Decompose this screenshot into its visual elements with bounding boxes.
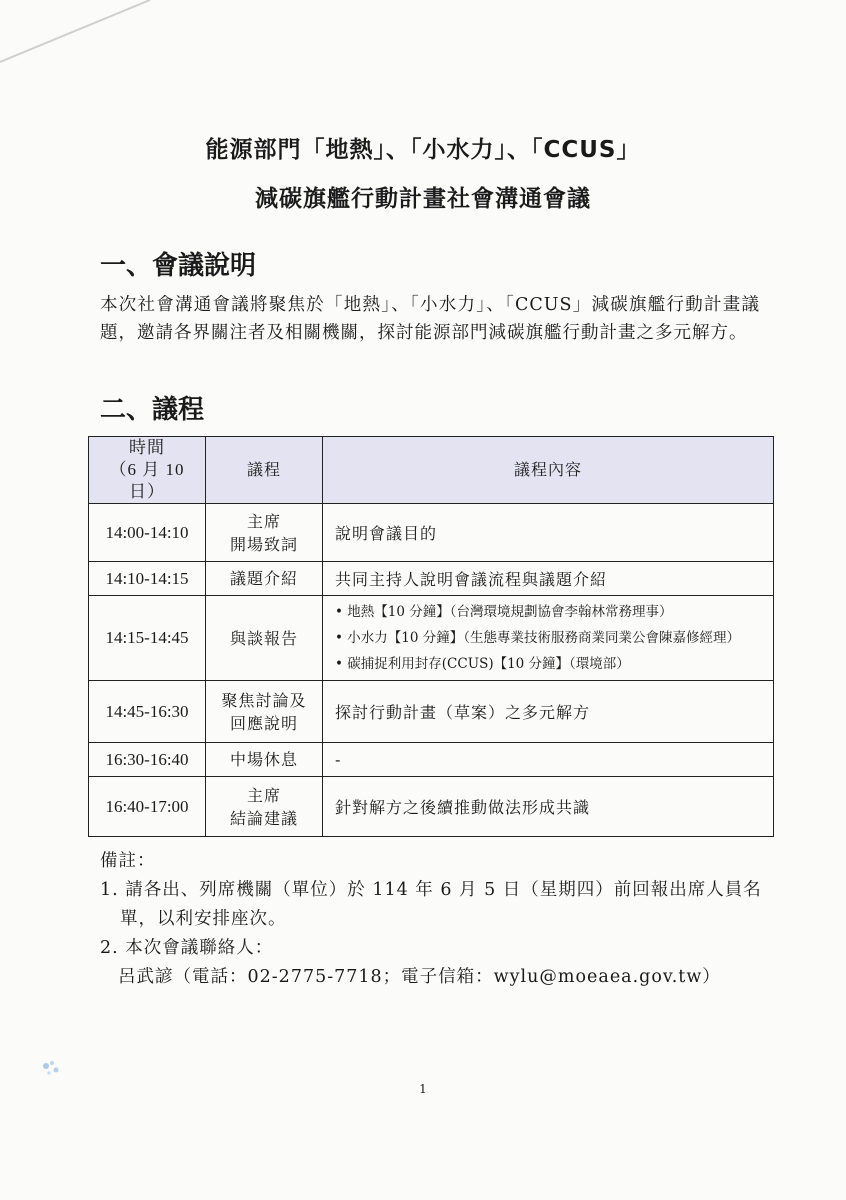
list-item: • 地熱【10 分鐘】（台灣環境規劃協會李翰林常務理事）: [335, 599, 765, 625]
scan-fold-mark: [0, 0, 200, 70]
header-date-label: （6 月 10 日）: [109, 460, 185, 501]
row-time: 14:15-14:45: [89, 596, 206, 681]
row-item: 中場休息: [206, 743, 323, 777]
title-line-2: 減碳旗艦行動計畫社會溝通會議: [255, 186, 591, 212]
header-content: 議程內容: [323, 437, 774, 504]
row-time: 16:30-16:40: [89, 743, 206, 777]
row-content: 共同主持人說明會議流程與議題介紹: [323, 562, 774, 596]
row-item: [206, 777, 323, 837]
agenda-header-row: [89, 437, 774, 504]
section-1-body: 本次社會溝通會議將聚焦於「地熱」、「小水力」、「CCUS」減碳旗艦行動計畫議題，邀請各界關注者及相關機關，探討能源部門減碳旗艦行動計畫之多元解方。: [100, 295, 760, 343]
row-item: 與談報告: [206, 596, 323, 681]
table-row: [89, 681, 774, 743]
notes-section: [100, 847, 780, 992]
list-item: • 碳捕捉利用封存(CCUS)【10 分鐘】（環境部）: [335, 651, 765, 677]
row-item-line: 主席: [246, 511, 281, 531]
row-content: 說明會議目的: [323, 504, 774, 562]
row-time: 14:00-14:10: [89, 504, 206, 562]
note-2-contact: 呂武諺（電話：02-2775-7718；電子信箱：wylu@moeaea.gov.tw）: [118, 967, 721, 987]
row-item-line: 主席: [246, 785, 281, 805]
title-line-1: 能源部門「地熱」、「小水力」、「CCUS」: [205, 137, 641, 163]
note-2-line-1: 2. 本次會議聯絡人：: [100, 938, 274, 958]
row-item-line: 回應說明: [229, 713, 298, 733]
section-2-heading: 二、議程: [100, 395, 205, 425]
agenda-table: [88, 436, 774, 837]
table-row: [89, 743, 774, 777]
report-list: [335, 599, 765, 677]
row-content: -: [323, 743, 774, 777]
row-item-line: 開場致詞: [229, 534, 298, 554]
notes-label: 備註：: [100, 851, 156, 871]
row-time: 14:45-16:30: [89, 681, 206, 743]
header-time: [89, 437, 206, 504]
row-item-line: 結論建議: [229, 808, 298, 828]
header-item: 議程: [206, 437, 323, 504]
row-item-line: 聚焦討論及: [221, 690, 307, 710]
row-item: [206, 504, 323, 562]
note-1-line-1: 1. 請各出、列席機關（單位）於 114 年 6 月 5 日（星期四）前回報出席人員名: [100, 880, 762, 900]
list-item: • 小水力【10 分鐘】（生態專業技術服務商業同業公會陳嘉修經理）: [335, 625, 765, 651]
header-time-label: 時間: [129, 438, 165, 457]
row-item: [206, 681, 323, 743]
row-time: 14:10-14:15: [89, 562, 206, 596]
note-1-line-2: 單，以利安排座次。: [120, 909, 287, 929]
section-1-heading: 一、會議說明: [100, 251, 257, 281]
scan-speck: [36, 1054, 70, 1084]
row-content: [323, 596, 774, 681]
row-content: 探討行動計畫（草案）之多元解方: [323, 681, 774, 743]
table-row: [89, 562, 774, 596]
table-row: [89, 504, 774, 562]
table-row: [89, 777, 774, 837]
row-content: 針對解方之後續推動做法形成共識: [323, 777, 774, 837]
row-time: 16:40-17:00: [89, 777, 206, 837]
page-number: 1: [419, 1082, 427, 1096]
row-item: 議題介紹: [206, 562, 323, 596]
table-row: [89, 596, 774, 681]
